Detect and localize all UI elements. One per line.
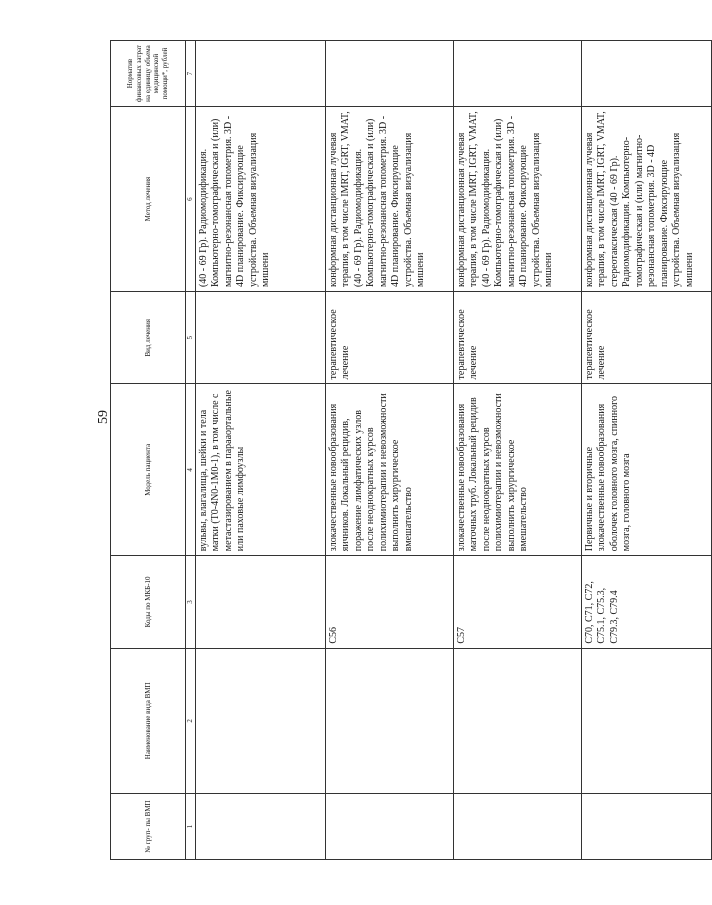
cost-cell: [195, 41, 325, 107]
header-treatment-type: Вид лечения: [111, 292, 186, 384]
column-number-row: [186, 41, 196, 860]
header-treatment-method: Метод лечения: [111, 107, 186, 292]
icd-codes-cell: C70, C71, C72, C75.1, C75.3, C79.3, C79.4: [581, 556, 711, 648]
patient-model-cell: Первичные и вторичные злокачественные новообразования оболочек головного мозга, спинного мозга, головного мозга: [581, 384, 711, 556]
patient-model-cell: злокачественные новообразования маточных труб. Локальный рецидив после неоднократных курсов полихимиотерапии и невозможности выполнить хирургическое вмешательство: [453, 384, 581, 556]
group-cell: [581, 793, 711, 859]
page-number: 59: [96, 410, 111, 424]
header-vmp-name: Наименование вида ВМП: [111, 648, 186, 793]
vmp-name-cell: [453, 648, 581, 793]
treatment-method-cell: конформная дистанционная лучевая терапия, в том числе IMRT, IGRT, VMAT, стереотаксическая (40 - 69 Гр). Радиомодификация. Компьютерно-томографическая и (или) магнитно-резонансная топометрия. 3D - 4D планирование. Фиксирующие устройства. Объемная визуализация мишени: [581, 107, 711, 292]
treatment-type-cell: [195, 292, 325, 384]
column-number: 3: [186, 556, 196, 648]
header-icd-codes: Коды по МКБ-10: [111, 556, 186, 648]
column-number: 6: [186, 107, 196, 292]
column-number: 7: [186, 41, 196, 107]
group-cell: [195, 793, 325, 859]
icd-codes-cell: C56: [325, 556, 453, 648]
treatment-type-cell: терапевтическое лечение: [453, 292, 581, 384]
vmp-name-cell: [195, 648, 325, 793]
treatment-type-cell: терапевтическое лечение: [581, 292, 711, 384]
header-cost-norm: Норматив финансовых затрат на единицу объема медицинской помощи*, рублей: [111, 41, 186, 107]
column-number: 1: [186, 793, 196, 859]
cost-cell: [581, 41, 711, 107]
table-row: [581, 41, 711, 860]
rotated-table-sheet: [110, 40, 695, 860]
patient-model-cell: злокачественные новообразования яичников. Локальный рецидив, поражение лимфатических узлов после неоднократных курсов полихимиотерапии и невозможности выполнить хирургическое вмешательство: [325, 384, 453, 556]
treatment-method-cell: (40 - 69 Гр). Радиомодификация. Компьютерно-томографическая и (или) магнитно-резонансная топометрия. 3D - 4D планирование. Фиксирующие устройства. Объемная визуализация мишени: [195, 107, 325, 292]
group-cell: [453, 793, 581, 859]
header-group: № груп- пы ВМП: [111, 793, 186, 859]
column-number: 5: [186, 292, 196, 384]
treatment-method-cell: конформная дистанционная лучевая терапия, в том числе IMRT, IGRT, VMAT, (40 - 69 Гр). Радиомодификация. Компьютерно-томографическая и (или) магнитно-резонансная топометрия. 3D - 4D планирование. Фиксирующие устройства. Объемная визуализация мишени: [453, 107, 581, 292]
treatment-type-cell: терапевтическое лечение: [325, 292, 453, 384]
vmp-name-cell: [581, 648, 711, 793]
patient-model-cell: вульвы, влагалища, шейки и тела матки (T0-4N0-1M0-1), в том числе с метастазированием в парааортальные или паховые лимфоузлы: [195, 384, 325, 556]
column-number: 2: [186, 648, 196, 793]
treatment-method-cell: конформная дистанционная лучевая терапия, в том числе IMRT, IGRT, VMAT, (40 - 69 Гр). Радиомодификация. Компьютерно-томографическая и (или) магнитно-резонансная топометрия. 3D - 4D планирование. Фиксирующие устройства. Объемная визуализация мишени: [325, 107, 453, 292]
cost-cell: [453, 41, 581, 107]
cost-cell: [325, 41, 453, 107]
header-patient-model: Модель пациента: [111, 384, 186, 556]
icd-codes-cell: [195, 556, 325, 648]
vmp-name-cell: [325, 648, 453, 793]
header-row: [111, 41, 186, 860]
column-number: 4: [186, 384, 196, 556]
table-row: [195, 41, 325, 860]
vmp-table: [110, 40, 712, 860]
table-row: [325, 41, 453, 860]
table-row: [453, 41, 581, 860]
group-cell: [325, 793, 453, 859]
icd-codes-cell: C57: [453, 556, 581, 648]
